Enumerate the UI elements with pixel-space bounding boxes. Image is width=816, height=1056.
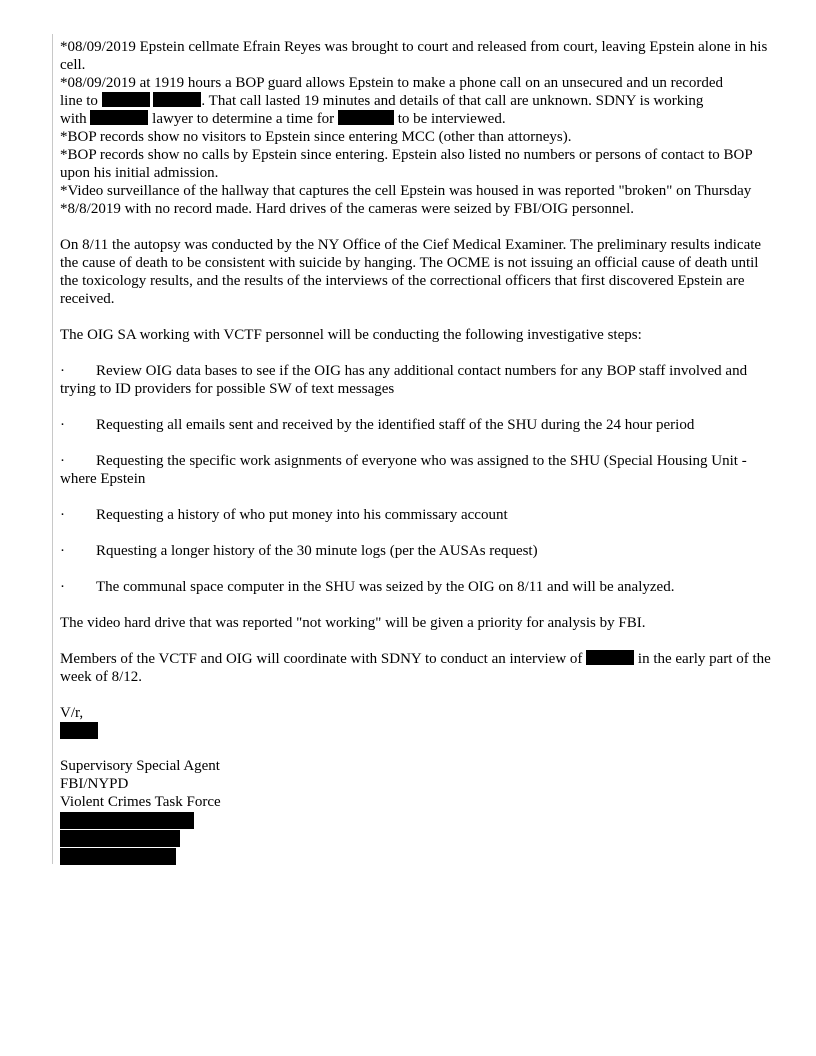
signature-task-force: Violent Crimes Task Force <box>60 794 221 810</box>
phone-call-line: *08/09/2019 at 1919 hours a BOP guard allows Epstein to make a phone call on an unsecured and un recorded line to . That call lasted 19 minutes and details of that call are unknown. SDNY is working with lawyer to determine a time for to be interviewed. <box>60 75 724 127</box>
video-drive-paragraph: The video hard drive that was reported "not working" will be given a priority for analysis by FBI. <box>60 615 646 631</box>
cellmate-line: *08/09/2019 Epstein cellmate Efrain Reyes was brought to court and released from court, leaving Epstein alone in his cell. <box>60 39 768 73</box>
visitors-line: *BOP records show no visitors to Epstein since entering MCC (other than attorneys). <box>60 129 572 145</box>
redaction-box <box>586 650 634 665</box>
redaction-box <box>60 848 176 865</box>
step-item: · Requesting a history of who put money into his commissary account <box>60 507 508 523</box>
step-item: · Requesting all emails sent and received by the identified staff of the SHU during the 24 hour period <box>60 417 695 433</box>
step-item: · Review OIG data bases to see if the OIG has any additional contact numbers for any BOP staff involved and trying to ID providers for possible SW of text messages <box>60 363 748 397</box>
calls-line: *BOP records show no calls by Epstein since entering. Epstein also listed no numbers or persons of contact to BOP upon his initial admission. <box>60 147 753 181</box>
steps-intro: The OIG SA working with VCTF personnel will be conducting the following investigative steps: <box>60 327 642 343</box>
redaction-box <box>90 110 148 125</box>
redaction-box <box>338 110 394 125</box>
closing: V/r, <box>60 705 84 721</box>
redaction-box <box>60 722 98 739</box>
left-margin-rule <box>52 34 53 864</box>
redaction-box <box>60 812 194 829</box>
signature-unit: FBI/NYPD <box>60 776 129 792</box>
signature-title: Supervisory Special Agent <box>60 758 220 774</box>
redaction-box <box>60 830 180 847</box>
redaction-box <box>153 92 201 107</box>
step-item: · The communal space computer in the SHU was seized by the OIG on 8/11 and will be analyzed. <box>60 579 675 595</box>
step-item: · Rquesting a longer history of the 30 minute logs (per the AUSAs request) <box>60 543 538 559</box>
video-surveillance-line: *Video surveillance of the hallway that captures the cell Epstein was housed in was reported "broken" on Thursday *8/8/2019 with no record made. Hard drives of the cameras were seized by FBI/OIG personnel. <box>60 183 752 217</box>
step-item: · Requesting the specific work asignments of everyone who was assigned to the SHU (Special Housing Unit -where Epstein <box>60 453 747 487</box>
redaction-box <box>102 92 150 107</box>
autopsy-paragraph: On 8/11 the autopsy was conducted by the NY Office of the Cief Medical Examiner. The preliminary results indicate the cause of death to be consistent with suicide by hanging. The OCME is not issuing an official cause of death until the toxicology results, and the results of the interviews of the correctional officers that first discovered Epstein are received. <box>60 237 762 307</box>
interview-paragraph: Members of the VCTF and OIG will coordinate with SDNY to conduct an interview of in the early part of the week of 8/12. <box>60 651 771 685</box>
email-body <box>60 38 780 865</box>
